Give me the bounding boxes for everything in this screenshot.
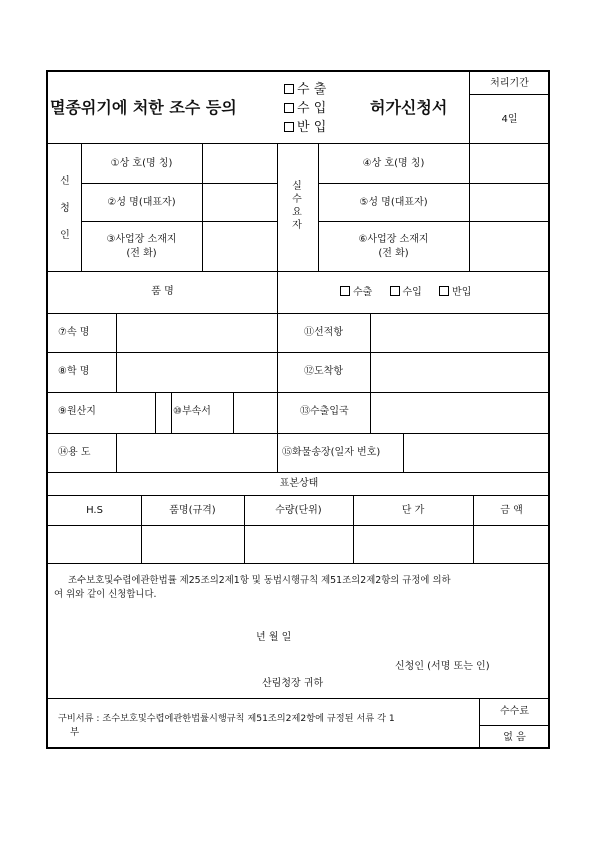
actual-user-section-label: 실 수 요 자 bbox=[292, 181, 302, 231]
required-documents-cont: 부 bbox=[70, 727, 80, 738]
applicant-signature: 신청인 (서명 또는 인) bbox=[395, 661, 490, 672]
checkbox-icon[interactable] bbox=[340, 286, 350, 296]
origin-label: ⑨원산지 bbox=[58, 406, 96, 417]
applicant-section-label: 신 청 인 bbox=[60, 176, 70, 241]
applicant-phone-label: (전 화) bbox=[126, 248, 157, 259]
col-amount: 금 액 bbox=[500, 505, 523, 516]
purpose-label: ⑭용 도 bbox=[58, 447, 91, 458]
processing-label: 처리기간 bbox=[490, 78, 529, 89]
applicant-rep-label: ②성 명(대표자) bbox=[107, 197, 176, 208]
applicant-address-label: ③사업장 소재지 bbox=[106, 234, 177, 245]
option-export: 수 출 bbox=[284, 82, 326, 97]
option-import: 수 입 bbox=[284, 101, 326, 116]
user-address-label: ⑥사업장 소재지 bbox=[358, 234, 429, 245]
specimen-state-label: 표본상태 bbox=[279, 478, 319, 489]
checkbox-icon[interactable] bbox=[390, 286, 400, 296]
application-form bbox=[46, 70, 550, 749]
type-options: 수출 수입 반입 bbox=[340, 286, 471, 299]
required-documents: 구비서류 : 조수보호및수렵에관한법률시행규칙 제51조의2제2항에 규정된 서류 각 1 bbox=[58, 713, 395, 724]
user-name-label: ④상 호(명 칭) bbox=[362, 158, 425, 169]
col-unit-price: 단 가 bbox=[401, 505, 425, 516]
declaration-line2: 여 위와 같이 신청합니다. bbox=[54, 589, 157, 600]
checkbox-icon[interactable] bbox=[284, 122, 294, 132]
arrival-port-label: ⑫도착항 bbox=[304, 366, 343, 377]
applicant-name-label: ①상 호(명 칭) bbox=[110, 158, 173, 169]
form-title: 멸종위기에 처한 조수 등의 bbox=[50, 98, 237, 117]
loading-port-label: ⑪선적항 bbox=[304, 327, 343, 338]
checkbox-icon[interactable] bbox=[284, 84, 294, 94]
col-quantity: 수량(단위) bbox=[275, 505, 322, 516]
export-country-label: ⑬수출입국 bbox=[300, 406, 349, 417]
processing-value: 4일 bbox=[501, 114, 518, 125]
declaration-line1: 조수보호및수렵에관한법률 제25조의2제1항 및 동법시행규칙 제51조의2제2항의 규정에 의하 bbox=[68, 575, 451, 586]
user-phone-label: (전 화) bbox=[378, 248, 409, 259]
species-label: ⑧학 명 bbox=[58, 366, 90, 377]
col-product-spec: 품명(규격) bbox=[169, 505, 216, 516]
application-date: 년 월 일 bbox=[256, 632, 292, 643]
fee-label: 수수료 bbox=[500, 706, 529, 717]
item-name-label: 품 명 bbox=[151, 286, 174, 297]
waybill-label: ⑮화물송장(일자 번호) bbox=[282, 447, 381, 458]
recipient: 산림청장 귀하 bbox=[262, 678, 324, 689]
user-rep-label: ⑤성 명(대표자) bbox=[359, 197, 428, 208]
form-title-suffix: 허가신청서 bbox=[370, 98, 448, 117]
checkbox-icon[interactable] bbox=[284, 103, 294, 113]
checkbox-icon[interactable] bbox=[439, 286, 449, 296]
fee-value: 없 음 bbox=[503, 732, 526, 743]
option-bring-in: 반 입 bbox=[284, 120, 326, 135]
genus-label: ⑦속 명 bbox=[58, 327, 90, 338]
attachment-label: ⑩부속서 bbox=[173, 406, 211, 417]
col-hs: H.S bbox=[86, 505, 103, 516]
